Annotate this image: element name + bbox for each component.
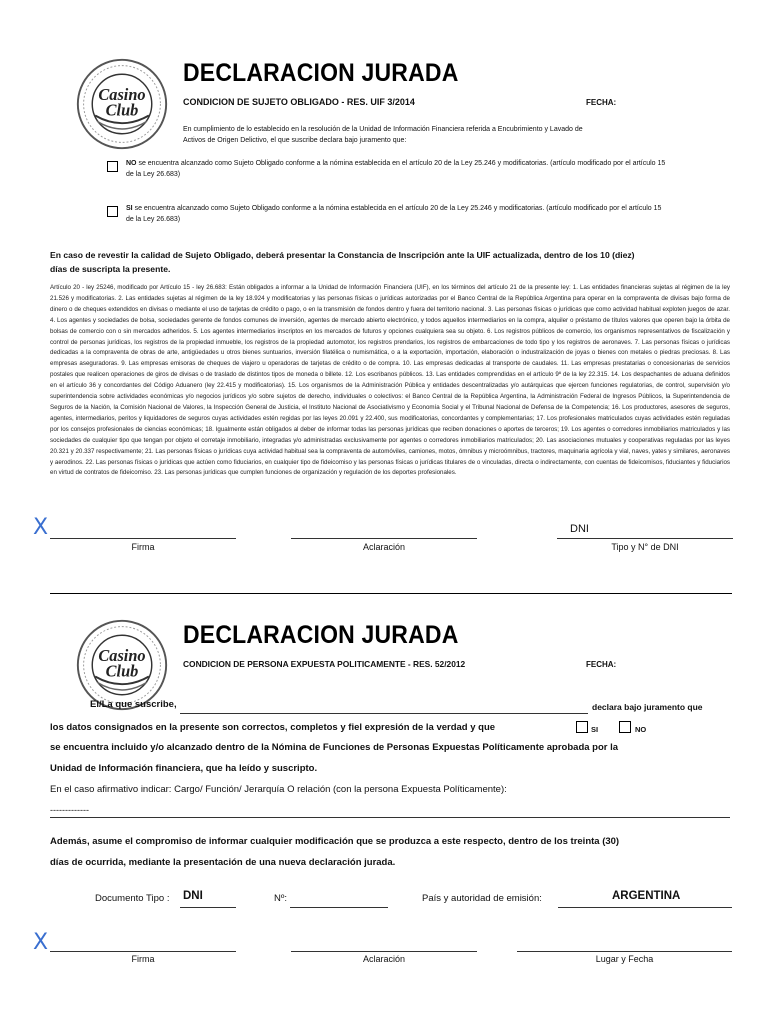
form1-signature-mark: X	[33, 515, 49, 540]
form2-aclaracion-label: Aclaración	[362, 954, 406, 964]
form2-declara-label: declara bajo juramento que	[592, 702, 703, 712]
form2-doc-tipo-value[interactable]: DNI	[183, 890, 203, 902]
form1-fecha-label: FECHA:	[586, 98, 617, 107]
form2-lugar-label: Lugar y Fecha	[595, 954, 654, 964]
form1-option-no-line1: se encuentra alcanzado como Sujeto Obligado conforme a la nómina establecida en el artículo 20 de la Ley 25.246 y modificatorias. (artículo modificado por el artículo 15	[136, 160, 666, 167]
form2-firma-line[interactable]	[50, 951, 236, 952]
form1-si-checkbox[interactable]	[107, 206, 118, 217]
form1-title: DECLARACION JURADA	[183, 59, 459, 87]
form2-line2: se encuentra incluido y/o alcanzado dentro de la Nómina de Funciones de Personas Expuestas Políticamente aprobada por la	[50, 742, 619, 753]
logo-brand-bottom: Club	[105, 100, 139, 120]
form1-notice-line2: días de suscripta la presente.	[50, 264, 171, 274]
form1-dni-line[interactable]	[557, 538, 733, 539]
form2-pais-line[interactable]	[558, 907, 732, 908]
form1-option-no-bold: NO	[126, 160, 137, 167]
form1-article-text: Artículo 20 - ley 25246, modificado por Artículo 15 - ley 26.683: Están obligados a informar a la Unidad de Información Financiera (UIF), en los términos del artículo 21 de la presente ley: 1. Las entidades financieras sujetas al régimen de la ley 21.526 y modificatorias. 2. Las entidades sujetas al régimen de la ley 18.924 y modificatorias y las personas físicas o jurídicas autorizadas por el Banco Central de la República Argentina para operar en la compraventa de divisas bajo forma de dinero o de cheques extendidos en divisas o mediante el uso de tarjetas de crédito o pago, o en la transmisión de fondos dentro y fuera del territorio nacional. 3. Las personas físicas o jurídicas que como actividad habitual exploten juegos de azar. 4. Los agentes y sociedades de bolsa, sociedades gerente de fondos comunes de inversión, agentes de mercado abierto electrónico, y todos aquellos intermediarios en la compra, alquiler o préstamo de títulos valores que operen bajo la órbita de bolsas de comercio con o sin mercados adheridos. 5. Los agentes intermediarios inscriptos en los mercados de futuros y opciones cualquiera sea su objeto. 6. Los registros públicos de comercio, los organismos representativos de fiscalización y control de personas jurídicas, los registros de la propiedad inmueble, los registros de la propiedad automotor, los registros prendarios, los registros de embarcaciones de todo tipo y los registros de aeronaves. 7. Las personas físicas o jurídicas dedicadas a la compraventa de obras de arte, antigüedades u otros bienes suntuarios, inversión filatélica o numismática, o a la exportación, importación, elaboración o industralización de joyas o bienes con metales o piedras preciosas. 8. Las empresas aseguradoras. 9. Las empresas emisoras de cheques de viajero u operadoras de tarjetas de crédito o de compra. 10. Las empresas dedicadas al transporte de caudales. 11. Las empresas prestatarias o concesionarias de servicios postales que realicen operaciones de giros de divisas o de traslado de distintos tipos de moneda o billete. 12. Los escribanos públicos. 13. Las entidades comprendidas en el artículo 9º de la ley 22.315. 14. Los despachantes de aduana definidos en el artículo 36 y concordantes del Código Aduanero (ley 22.415 y modificatorias). 15. Los organismos de la Administración Pública y entidades descentralizadas y/o autárquicas que ejercen funciones regulatorias, de control, supervisión y/o superintendencia sobre actividades económicas y/o negocios jurídicos y/o sobre sujetos de derecho, individuales o colectivos: el Banco Central de la República Argentina, la Administración Federal de Ingresos Públicos, la Superintendencia de Seguros de la Nación, la Comisión Nacional de Valores, la Inspección General de Justicia, el Instituto Nacional de Asociativismo y Economía Social y el Tribunal Nacional de Defensa de la Competencia; 16. Los productores, asesores de seguros, agentes, intermediarios, peritos y liquidadores de seguros cuyas actividades estén regidas por las leyes 20.091 y 22.400, sus modificatorias, concordantes y complementarias; 17. Los profesionales matriculados cuyas actividades estén reguladas por los consejos profesionales de ciencias económicas; 18. Igualmente están obligados al deber de informar todas las personas jurídicas que reciben donaciones o aportes de terceros; 19. Los agentes o corredores inmobiliarios matriculados y las sociedades de cualquier tipo que tengan por objeto el corretaje inmobiliario, integradas y/o administradas exclusivamente por agentes o corredores inmobiliarios matriculados; 20. Las asociaciones mutuales y cooperativas reguladas por las leyes 20.321 y 20.337 respectivamente; 21. Las personas físicas o jurídicas cuya actividad habitual sea la compraventa de automóviles, camiones, motos, ómnibus y microómnibus, tractores, maquinaria agrícola y vial, naves, yates y similares, aeronaves y aerodinos. 22. Las personas físicas o jurídicas que actúen como fiduciarios, en cualquier tipo de fideicomiso y las personas físicas o jurídicas titulares de o vinculadas, directa o indirectamente, con cuentas de fideicomisos, fiduciantes y fiduciarios en virtud de contratos de fideicomiso. 23. Las personas jurídicas que cumplen funciones de organización y regulación de los deportes profesionales.	[50, 284, 730, 477]
form2-firma-label: Firma	[131, 954, 155, 964]
form1-option-no-line2: de la Ley 26.683)	[126, 171, 181, 178]
form1-aclaracion-label: Aclaración	[362, 542, 406, 552]
form2-subtitle: CONDICION DE PERSONA EXPUESTA POLITICAMENTE - RES. 52/2012	[183, 659, 466, 669]
form2-si-checkbox[interactable]	[576, 721, 588, 733]
form2-numero-line[interactable]	[290, 907, 388, 908]
logo2-brand-top: Casino	[98, 646, 146, 666]
form1-option-si-line2: de la Ley 26.683)	[126, 216, 181, 223]
form1-firma-label: Firma	[131, 542, 155, 552]
form2-title: DECLARACION JURADA	[183, 621, 459, 649]
form1-aclaracion-line[interactable]	[291, 538, 477, 539]
form2-numero-label: Nº:	[274, 893, 287, 904]
form1-option-si-bold: SI	[126, 205, 133, 212]
form2-signature-mark: X	[33, 930, 49, 955]
form1-tipo-label: Tipo y N° de DNI	[611, 542, 679, 552]
section-divider	[50, 593, 732, 594]
form1-intro-line1: En cumplimiento de lo establecido en la resolución de la Unidad de Información Financiera referida a Encubrimiento y Lavado de	[183, 126, 583, 133]
form2-commit-line1: Además, asume el compromiso de informar cualquier modificación que se produzca a este respecto, dentro de los treinta (30)	[50, 836, 620, 847]
form1-doc-value: DNI	[570, 523, 589, 535]
form1-no-checkbox[interactable]	[107, 161, 118, 172]
form1-intro-line2: Activos de Origen Delictivo, el que suscribe declara bajo juramento que:	[183, 137, 407, 144]
form1-option-no	[126, 158, 665, 169]
form2-aclaracion-line[interactable]	[291, 951, 477, 952]
form2-nombre-line[interactable]	[180, 713, 588, 714]
form2-doc-tipo-label: Documento Tipo :	[95, 893, 170, 904]
form2-line1: los datos consignados en la presente son correctos, completos y fiel expresión de la verdad y que	[50, 722, 496, 733]
logo-brand-top: Casino	[98, 85, 146, 105]
form2-si-label: SI	[591, 725, 599, 734]
form2-no-label: NO	[635, 725, 647, 734]
form1-option-si	[126, 203, 661, 214]
logo2-brand-bottom: Club	[105, 661, 139, 681]
form2-pais-value[interactable]: ARGENTINA	[612, 890, 681, 902]
form1-option-si-line1: se encuentra alcanzado como Sujeto Obligado conforme a la nómina establecida en el artículo 20 de la Ley 25.246 y modificatorias. (artículo modificado por el artículo 15	[132, 205, 662, 212]
form1-notice-line1: En caso de revestir la calidad de Sujeto Obligado, deberá presentar la Constancia de Inscripción ante la UIF actualizada, dentro de los 10 (diez)	[50, 250, 635, 260]
form2-lugar-line[interactable]	[517, 951, 732, 952]
form2-dashes: -------------	[50, 805, 89, 815]
form2-fecha-label: FECHA:	[586, 660, 617, 669]
form2-commit-line2: días de ocurrida, mediante la presentación de una nueva declaración jurada.	[50, 857, 396, 868]
form2-line4: En el caso afirmativo indicar: Cargo/ Función/ Jerarquía O relación (con la persona Expuesta Políticamente):	[50, 784, 507, 795]
form2-line3: Unidad de Información financiera, que ha leído y suscripto.	[50, 763, 318, 774]
form2-pais-label: País y autoridad de emisión:	[422, 893, 542, 904]
form2-cargo-line[interactable]	[50, 817, 730, 818]
form1-firma-line[interactable]	[50, 538, 236, 539]
form2-no-checkbox[interactable]	[619, 721, 631, 733]
form1-subtitle: CONDICION DE SUJETO OBLIGADO - RES. UIF 3/2014	[183, 97, 415, 107]
form2-doc-tipo-line[interactable]	[180, 907, 236, 908]
form2-suscribe-label: El/La que suscribe,	[90, 699, 177, 710]
casino-club-logo	[74, 56, 170, 152]
